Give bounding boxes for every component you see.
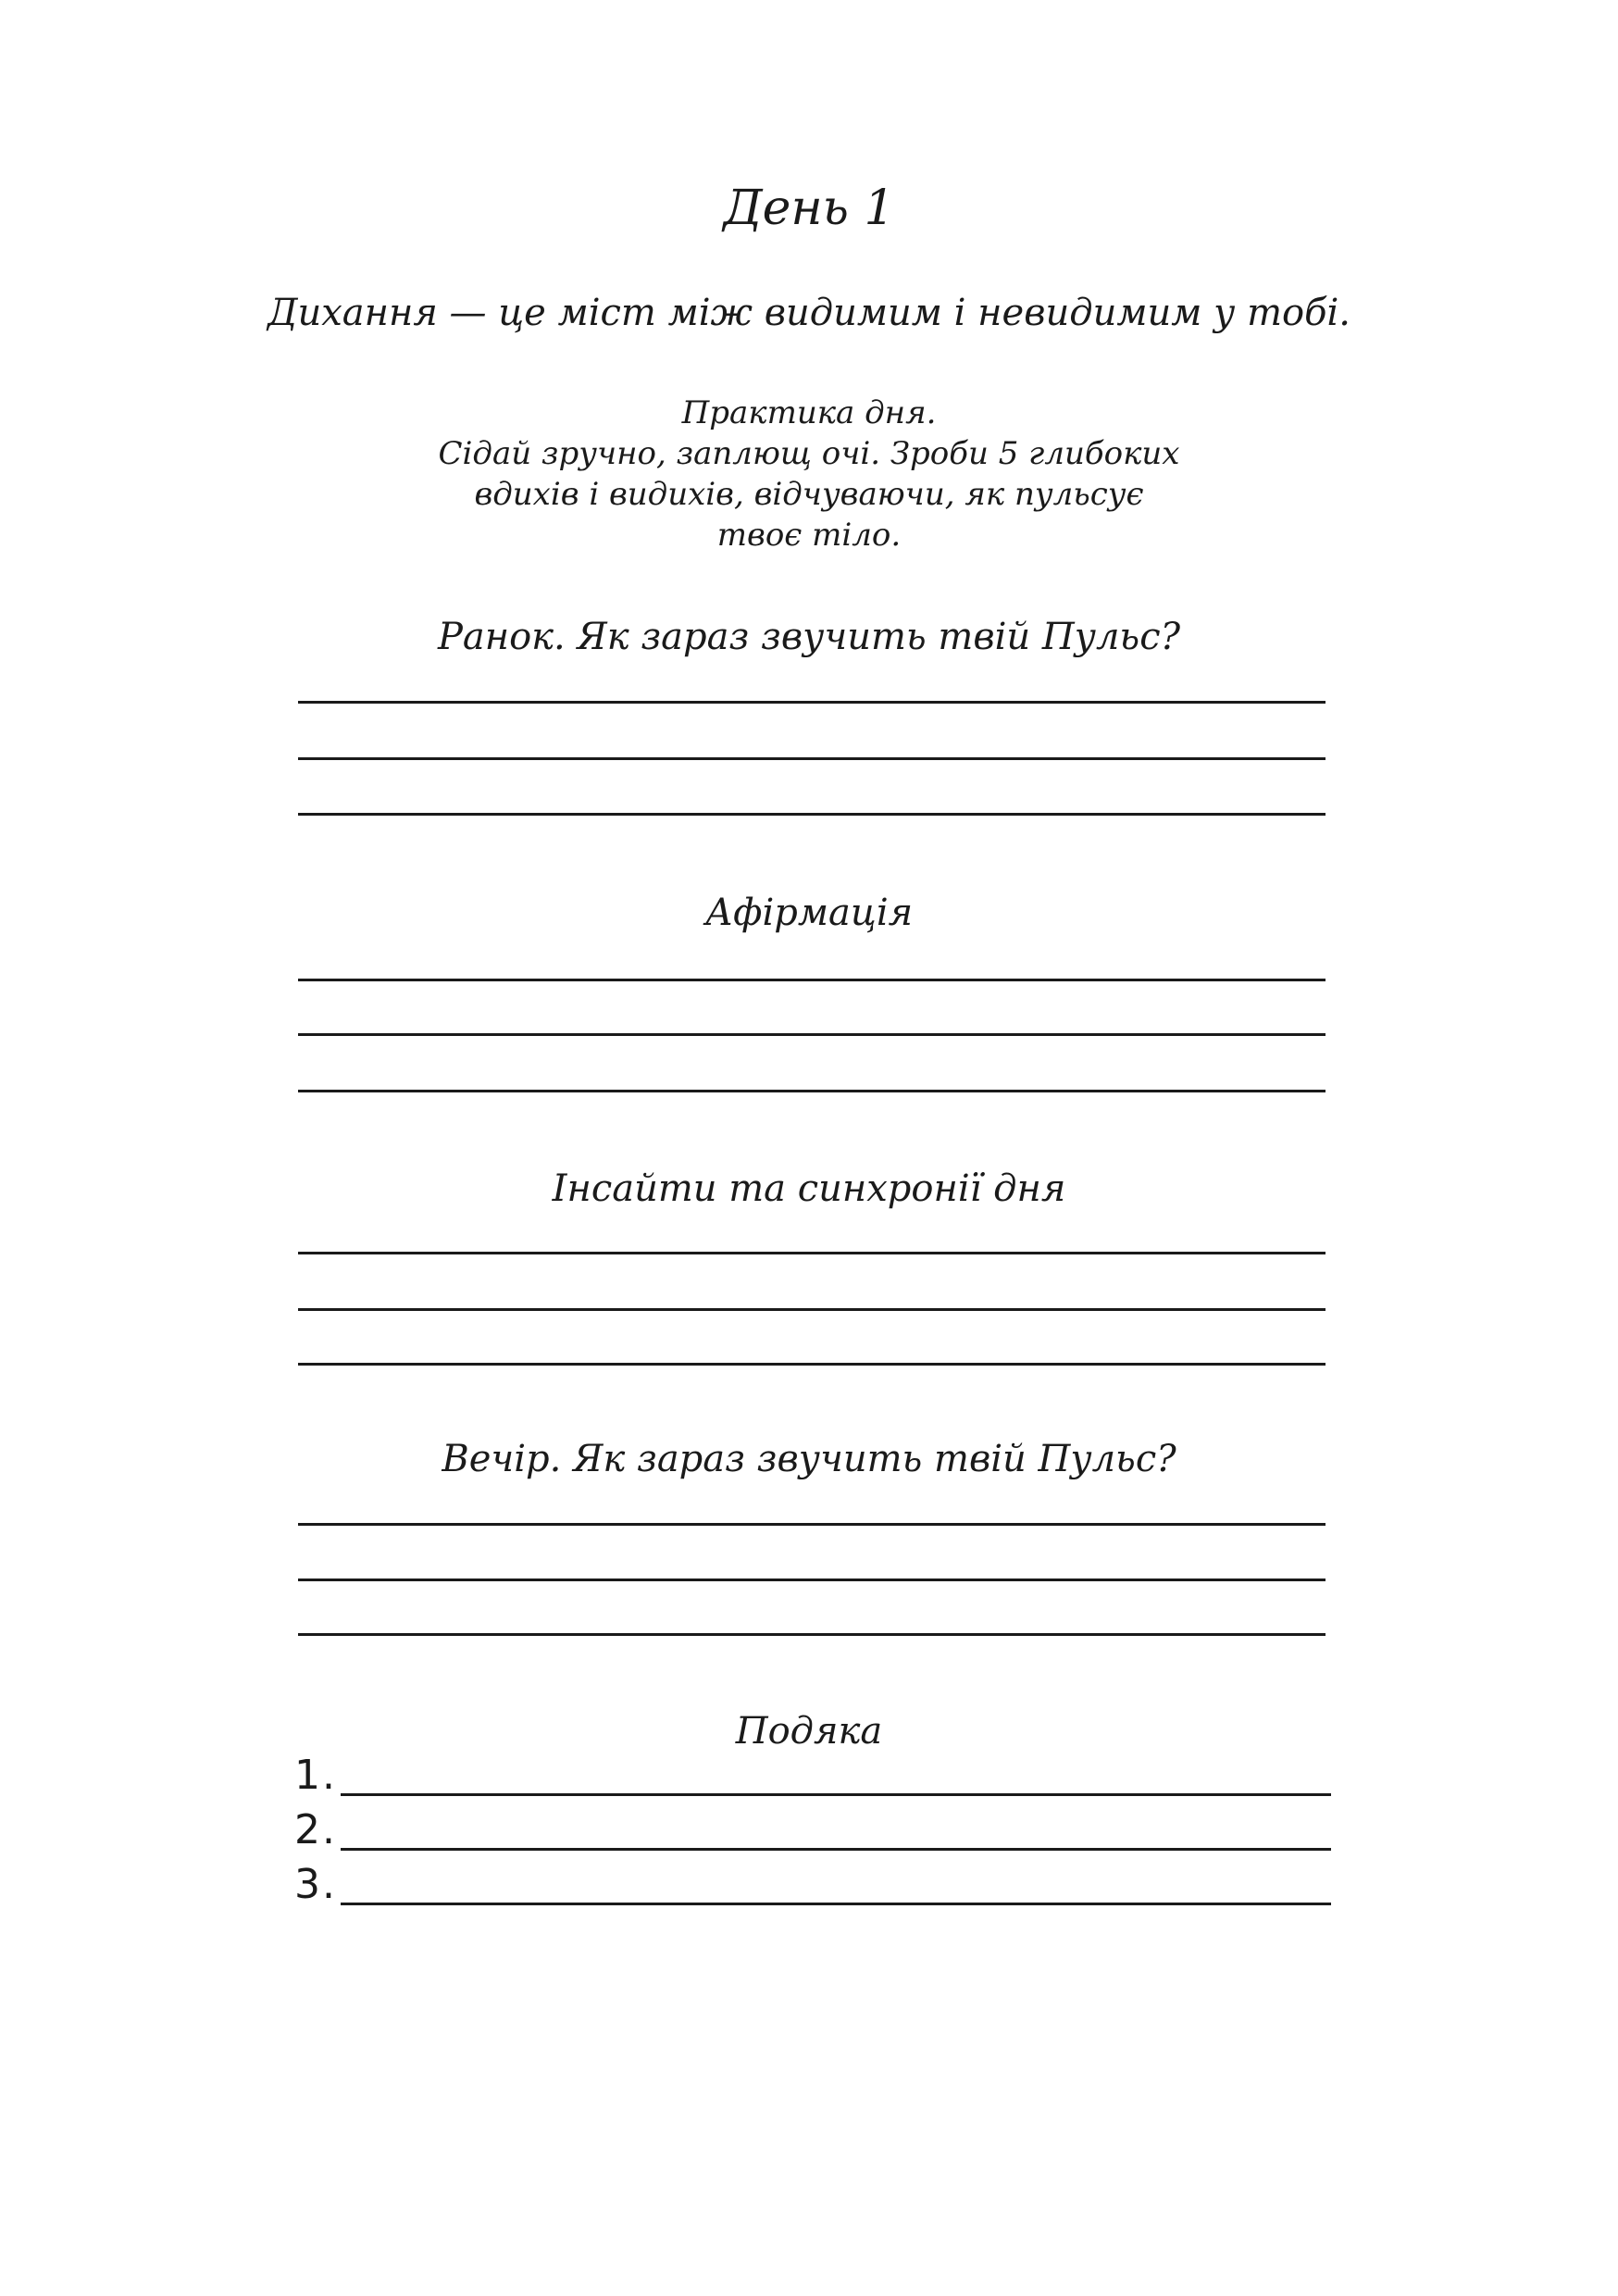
practice-line: Практика дня.: [681, 394, 937, 431]
page-title: День 1: [723, 181, 895, 236]
daily-quote: Дихання — це міст між видимим і невидимим у тобі.: [267, 292, 1351, 334]
gratitude-number: 1.: [294, 1752, 337, 1799]
gratitude-number: 3.: [294, 1861, 337, 1908]
writing-line[interactable]: [341, 1903, 1331, 1905]
practice-line: твоє тіло.: [716, 517, 902, 554]
writing-line[interactable]: [298, 757, 1326, 760]
practice-line: Сідай зручно, заплющ очі. Зроби 5 глибоких: [438, 435, 1180, 472]
writing-line[interactable]: [298, 813, 1326, 816]
writing-line[interactable]: [298, 979, 1326, 981]
writing-line[interactable]: [298, 1578, 1326, 1581]
writing-line[interactable]: [298, 701, 1326, 704]
writing-line[interactable]: [298, 1633, 1326, 1636]
writing-line[interactable]: [298, 1308, 1326, 1311]
writing-line[interactable]: [298, 1033, 1326, 1036]
practice-line: вдихів і видихів, відчуваючи, як пульсує: [474, 476, 1144, 513]
writing-line[interactable]: [298, 1523, 1326, 1526]
section-heading-affirmation: Афірмація: [704, 892, 914, 934]
gratitude-item[interactable]: [294, 1795, 1331, 1851]
gratitude-number: 2.: [294, 1806, 337, 1853]
section-heading-gratitude: Подяка: [735, 1710, 883, 1753]
section-heading-insights: Інсайти та синхронії дня: [552, 1167, 1066, 1210]
writing-line[interactable]: [298, 1090, 1326, 1092]
section-heading-evening: Вечір. Як зараз звучить твій Пульс?: [442, 1438, 1176, 1480]
writing-line[interactable]: [298, 1252, 1326, 1254]
gratitude-item[interactable]: [294, 1741, 1331, 1799]
writing-line[interactable]: [298, 1363, 1326, 1366]
practice-block: [0, 393, 1618, 555]
gratitude-item[interactable]: [294, 1850, 1331, 1908]
section-heading-morning: Ранок. Як зараз звучить твій Пульс?: [437, 616, 1181, 658]
